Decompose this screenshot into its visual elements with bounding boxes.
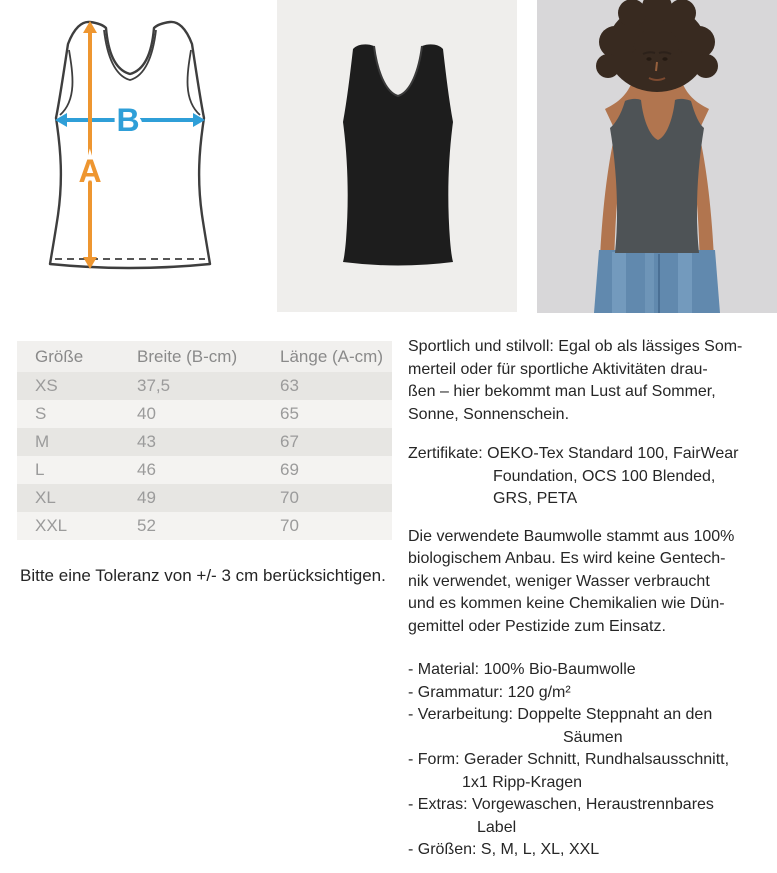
text-line: nik verwendet, weniger Wasser verbraucht [408, 572, 710, 590]
size-cell: XXL [35, 516, 68, 535]
size-diagram-graphic [10, 10, 255, 310]
text-line: Sonne, Sonnenschein. [408, 405, 570, 423]
length-cell: 69 [280, 460, 299, 479]
width-cell: 49 [137, 488, 156, 507]
product-photo-image[interactable] [277, 0, 517, 312]
size-cell: M [35, 432, 50, 451]
spec-line: - Extras: Vorgewaschen, Heraustrennbares [408, 796, 714, 813]
text-line: Foundation, OCS 100 Blended, [493, 467, 716, 485]
spec-line: - Form: Gerader Schnitt, Rundhalsausschnitt, [408, 751, 730, 768]
table-row [17, 400, 392, 428]
width-cell: 37,5 [137, 376, 171, 395]
size-table [17, 341, 392, 540]
width-cell: 46 [137, 460, 156, 479]
text-line: Zertifikate: OEKO-Tex Standard 100, FairWear [408, 445, 739, 462]
table-row [17, 484, 392, 512]
certificates-paragraph [408, 443, 777, 511]
length-cell: 67 [280, 432, 299, 451]
tolerance-note: Bitte eine Toleranz von +/- 3 cm berücksichtigen. [20, 566, 386, 585]
spec-line: Label [477, 818, 517, 836]
length-cell: 65 [280, 404, 299, 423]
length-cell: 63 [280, 376, 299, 395]
table-row [17, 372, 392, 400]
black-tank-top-graphic [277, 0, 517, 312]
table-row [17, 428, 392, 456]
text-line: Sportlich und stilvoll: Egal ob als lässiges Som- [408, 338, 743, 355]
size-diagram-image[interactable] [10, 10, 255, 310]
spec-line: - Material: 100% Bio-Baumwolle [408, 661, 636, 678]
col-header-size: Größe [35, 346, 84, 366]
text-line: biologischem Anbau. Es wird keine Gentech- [408, 550, 726, 567]
text-line: und es kommen keine Chemikalien wie Dün- [408, 595, 725, 612]
model-photo-graphic [537, 0, 777, 313]
spec-line: - Verarbeitung: Doppelte Steppnaht an den [408, 706, 713, 723]
cotton-paragraph [408, 526, 777, 639]
size-cell: S [35, 404, 47, 423]
tank-top-outline [50, 22, 210, 268]
spec-line: Säumen [563, 728, 623, 746]
size-cell: L [35, 460, 45, 479]
text-line: GRS, PETA [493, 490, 578, 507]
text-line: merteil oder für sportliche Aktivitäten drau- [408, 360, 708, 378]
size-table-header-row [17, 341, 392, 372]
product-description [408, 336, 777, 862]
width-cell: 40 [137, 404, 156, 423]
text-line: ßen – hier bekommt man Lust auf Sommer, [408, 383, 716, 400]
width-cell: 52 [137, 516, 156, 535]
size-cell: XS [35, 376, 58, 395]
spec-line: - Grammatur: 120 g/m² [408, 683, 571, 701]
intro-paragraph [408, 336, 777, 426]
model-jeans [594, 250, 720, 313]
table-row [17, 456, 392, 484]
spec-line: - Größen: S, M, L, XL, XXL [408, 841, 600, 858]
col-header-width: Breite (B-cm) [137, 346, 238, 366]
spec-list [408, 659, 777, 862]
table-row [17, 512, 392, 540]
length-cell: 70 [280, 488, 299, 507]
size-cell: XL [35, 488, 56, 507]
label-b: B [116, 102, 140, 138]
text-line: Die verwendete Baumwolle stammt aus 100% [408, 527, 735, 545]
length-cell: 70 [280, 516, 299, 535]
col-header-length: Länge (A-cm) [280, 346, 383, 366]
width-cell: 43 [137, 432, 156, 451]
spec-line: 1x1 Ripp-Kragen [462, 773, 583, 791]
text-line: gemittel oder Pestizide zum Einsatz. [408, 617, 666, 635]
model-photo-image[interactable] [537, 0, 777, 313]
label-a: A [78, 153, 102, 189]
